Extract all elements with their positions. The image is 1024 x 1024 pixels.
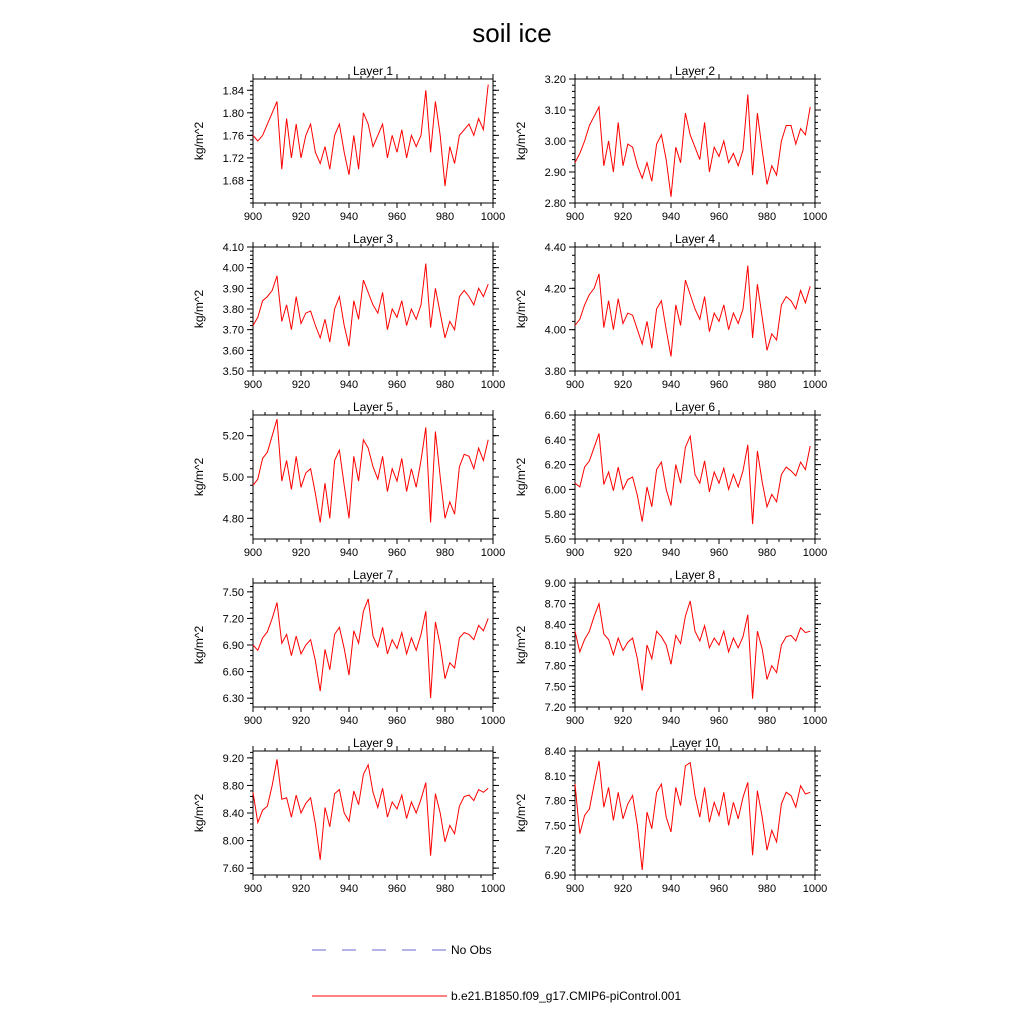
x-tick-label: 940 bbox=[661, 379, 681, 391]
y-tick-label: 7.50 bbox=[544, 820, 566, 833]
panel-grid bbox=[192, 64, 827, 895]
x-tick-label: 920 bbox=[291, 379, 311, 391]
y-tick-label: 7.80 bbox=[544, 795, 566, 808]
series-line bbox=[575, 434, 810, 524]
panel-title: Layer 9 bbox=[352, 736, 394, 750]
y-tick-label: 3.90 bbox=[222, 283, 244, 296]
panel-layer-6 bbox=[514, 400, 827, 559]
series-line bbox=[575, 266, 810, 357]
x-tick-label: 940 bbox=[339, 547, 359, 559]
x-tick-label: 900 bbox=[243, 379, 263, 391]
y-tick-label: 7.60 bbox=[222, 863, 244, 876]
x-tick-label: 940 bbox=[661, 547, 681, 559]
x-tick-label: 980 bbox=[757, 379, 777, 391]
panel-layer-1 bbox=[192, 64, 505, 223]
x-tick-label: 900 bbox=[243, 547, 263, 559]
y-tick-label: 1.84 bbox=[222, 85, 244, 98]
x-tick-label: 960 bbox=[387, 211, 407, 223]
panel-layer-10 bbox=[514, 736, 827, 895]
x-tick-label: 1000 bbox=[802, 211, 828, 223]
y-tick-label: 7.20 bbox=[544, 845, 566, 858]
panel-title: Layer 10 bbox=[671, 736, 719, 750]
series-line bbox=[575, 761, 810, 870]
series-line bbox=[253, 599, 488, 698]
series-line bbox=[575, 601, 810, 699]
chart-title: soil ice bbox=[472, 18, 552, 48]
y-axis-label: kg/m^2 bbox=[514, 793, 528, 833]
y-tick-label: 6.90 bbox=[544, 870, 566, 882]
x-tick-label: 960 bbox=[387, 715, 407, 727]
x-tick-label: 980 bbox=[757, 715, 777, 727]
y-tick-label: 6.20 bbox=[544, 459, 566, 472]
legend bbox=[312, 943, 681, 1003]
y-tick-label: 3.20 bbox=[544, 74, 566, 86]
y-tick-label: 6.60 bbox=[222, 666, 244, 679]
legend-series-label: b.e21.B1850.f09_g17.CMIP6-piControl.001 bbox=[451, 989, 682, 1003]
y-axis-label: kg/m^2 bbox=[192, 457, 206, 497]
y-tick-label: 4.00 bbox=[544, 324, 566, 337]
y-tick-label: 5.60 bbox=[544, 534, 566, 546]
x-tick-label: 900 bbox=[565, 547, 585, 559]
panel-layer-4 bbox=[514, 232, 827, 391]
y-tick-label: 3.70 bbox=[222, 324, 244, 337]
y-tick-label: 5.80 bbox=[544, 509, 566, 522]
x-tick-label: 900 bbox=[565, 883, 585, 895]
x-tick-label: 940 bbox=[339, 883, 359, 895]
plot-frame bbox=[575, 415, 815, 539]
x-tick-label: 960 bbox=[709, 883, 729, 895]
x-tick-label: 1000 bbox=[480, 379, 506, 391]
x-tick-label: 980 bbox=[757, 547, 777, 559]
y-tick-label: 3.00 bbox=[544, 136, 566, 148]
x-tick-label: 940 bbox=[661, 883, 681, 895]
x-tick-label: 900 bbox=[243, 211, 263, 223]
x-tick-label: 940 bbox=[339, 211, 359, 223]
y-tick-label: 5.20 bbox=[222, 430, 244, 443]
x-tick-label: 900 bbox=[565, 211, 585, 223]
x-tick-label: 960 bbox=[387, 379, 407, 391]
x-tick-label: 900 bbox=[565, 379, 585, 391]
y-axis-label: kg/m^2 bbox=[514, 289, 528, 329]
y-tick-label: 9.00 bbox=[544, 578, 566, 590]
x-tick-label: 900 bbox=[565, 715, 585, 727]
y-tick-label: 7.50 bbox=[222, 586, 244, 599]
y-tick-label: 8.40 bbox=[544, 619, 566, 632]
y-tick-label: 8.80 bbox=[222, 780, 244, 793]
y-axis-label: kg/m^2 bbox=[192, 793, 206, 833]
y-tick-label: 3.50 bbox=[222, 366, 244, 378]
y-tick-label: 3.80 bbox=[222, 304, 244, 316]
y-tick-label: 4.10 bbox=[222, 242, 244, 254]
x-tick-label: 980 bbox=[435, 547, 455, 559]
y-tick-label: 7.20 bbox=[222, 613, 244, 626]
y-tick-label: 2.90 bbox=[544, 167, 566, 179]
x-tick-label: 920 bbox=[613, 379, 633, 391]
y-tick-label: 8.10 bbox=[544, 770, 566, 783]
x-tick-label: 980 bbox=[757, 883, 777, 895]
panel-title: Layer 3 bbox=[352, 232, 394, 246]
x-tick-label: 920 bbox=[291, 715, 311, 727]
x-tick-label: 1000 bbox=[480, 883, 506, 895]
plot-frame bbox=[253, 247, 493, 371]
x-tick-label: 980 bbox=[757, 211, 777, 223]
x-tick-label: 1000 bbox=[802, 715, 828, 727]
panel-title: Layer 7 bbox=[352, 568, 394, 582]
y-axis-label: kg/m^2 bbox=[514, 121, 528, 161]
y-tick-label: 3.60 bbox=[222, 345, 244, 358]
series-line bbox=[253, 85, 488, 187]
x-tick-label: 920 bbox=[613, 547, 633, 559]
y-tick-label: 7.20 bbox=[544, 702, 566, 714]
panel-layer-9 bbox=[192, 736, 505, 895]
series-line bbox=[575, 95, 810, 197]
legend-obs-label: No Obs bbox=[451, 943, 492, 957]
panel-layer-5 bbox=[192, 400, 505, 559]
y-tick-label: 1.80 bbox=[222, 107, 244, 120]
x-tick-label: 940 bbox=[339, 379, 359, 391]
x-tick-label: 960 bbox=[709, 547, 729, 559]
y-tick-label: 4.20 bbox=[544, 283, 566, 296]
panel-layer-3 bbox=[192, 232, 505, 391]
x-tick-label: 920 bbox=[291, 883, 311, 895]
x-tick-label: 940 bbox=[661, 211, 681, 223]
y-tick-label: 6.40 bbox=[544, 434, 566, 447]
panel-title: Layer 5 bbox=[352, 400, 394, 414]
y-axis-label: kg/m^2 bbox=[192, 121, 206, 161]
y-tick-label: 6.30 bbox=[222, 693, 244, 706]
y-tick-label: 8.40 bbox=[544, 746, 566, 758]
y-axis-label: kg/m^2 bbox=[192, 625, 206, 665]
y-tick-label: 8.70 bbox=[544, 598, 566, 611]
y-tick-label: 6.90 bbox=[222, 640, 244, 652]
x-tick-label: 1000 bbox=[480, 211, 506, 223]
x-tick-label: 1000 bbox=[480, 547, 506, 559]
y-tick-label: 7.50 bbox=[544, 681, 566, 694]
x-tick-label: 960 bbox=[709, 211, 729, 223]
x-tick-label: 1000 bbox=[802, 379, 828, 391]
y-tick-label: 2.80 bbox=[544, 198, 566, 210]
plot-frame bbox=[253, 751, 493, 875]
panel-title: Layer 6 bbox=[674, 400, 716, 414]
y-axis-label: kg/m^2 bbox=[514, 457, 528, 497]
x-tick-label: 960 bbox=[709, 379, 729, 391]
y-tick-label: 6.00 bbox=[544, 484, 566, 497]
series-line bbox=[253, 264, 488, 347]
y-tick-label: 3.80 bbox=[544, 366, 566, 378]
x-tick-label: 980 bbox=[435, 715, 455, 727]
x-tick-label: 980 bbox=[435, 379, 455, 391]
plot-frame bbox=[575, 583, 815, 707]
panel-layer-2 bbox=[514, 64, 827, 223]
y-tick-label: 8.10 bbox=[544, 640, 566, 652]
y-tick-label: 4.00 bbox=[222, 262, 244, 275]
x-tick-label: 940 bbox=[661, 715, 681, 727]
x-tick-label: 1000 bbox=[802, 547, 828, 559]
y-tick-label: 9.20 bbox=[222, 752, 244, 765]
x-tick-label: 1000 bbox=[802, 883, 828, 895]
panel-title: Layer 4 bbox=[674, 232, 716, 246]
y-tick-label: 5.00 bbox=[222, 472, 244, 484]
x-tick-label: 960 bbox=[709, 715, 729, 727]
y-tick-label: 8.40 bbox=[222, 808, 244, 820]
y-tick-label: 6.60 bbox=[544, 410, 566, 422]
x-tick-label: 960 bbox=[387, 883, 407, 895]
y-tick-label: 1.68 bbox=[222, 175, 244, 188]
x-tick-label: 900 bbox=[243, 715, 263, 727]
y-tick-label: 4.80 bbox=[222, 513, 244, 526]
y-tick-label: 8.00 bbox=[222, 835, 244, 848]
panel-layer-8 bbox=[514, 568, 827, 727]
series-line bbox=[253, 419, 488, 522]
x-tick-label: 1000 bbox=[480, 715, 506, 727]
x-tick-label: 980 bbox=[435, 211, 455, 223]
panel-title: Layer 1 bbox=[352, 64, 394, 78]
series-line bbox=[253, 759, 488, 860]
plot-frame bbox=[575, 751, 815, 875]
y-tick-label: 1.76 bbox=[222, 130, 244, 143]
y-tick-label: 3.10 bbox=[544, 105, 566, 117]
y-tick-label: 4.40 bbox=[544, 242, 566, 254]
x-tick-label: 920 bbox=[291, 211, 311, 223]
x-tick-label: 980 bbox=[435, 883, 455, 895]
panel-title: Layer 2 bbox=[674, 64, 716, 78]
y-axis-label: kg/m^2 bbox=[192, 289, 206, 329]
plot-frame bbox=[575, 79, 815, 203]
panel-layer-7 bbox=[192, 568, 505, 727]
x-tick-label: 960 bbox=[387, 547, 407, 559]
y-tick-label: 1.72 bbox=[222, 152, 244, 165]
x-tick-label: 920 bbox=[613, 211, 633, 223]
x-tick-label: 920 bbox=[613, 883, 633, 895]
x-tick-label: 900 bbox=[243, 883, 263, 895]
x-tick-label: 920 bbox=[613, 715, 633, 727]
x-tick-label: 920 bbox=[291, 547, 311, 559]
y-tick-label: 7.80 bbox=[544, 660, 566, 673]
x-tick-label: 940 bbox=[339, 715, 359, 727]
y-axis-label: kg/m^2 bbox=[514, 625, 528, 665]
panel-title: Layer 8 bbox=[674, 568, 716, 582]
